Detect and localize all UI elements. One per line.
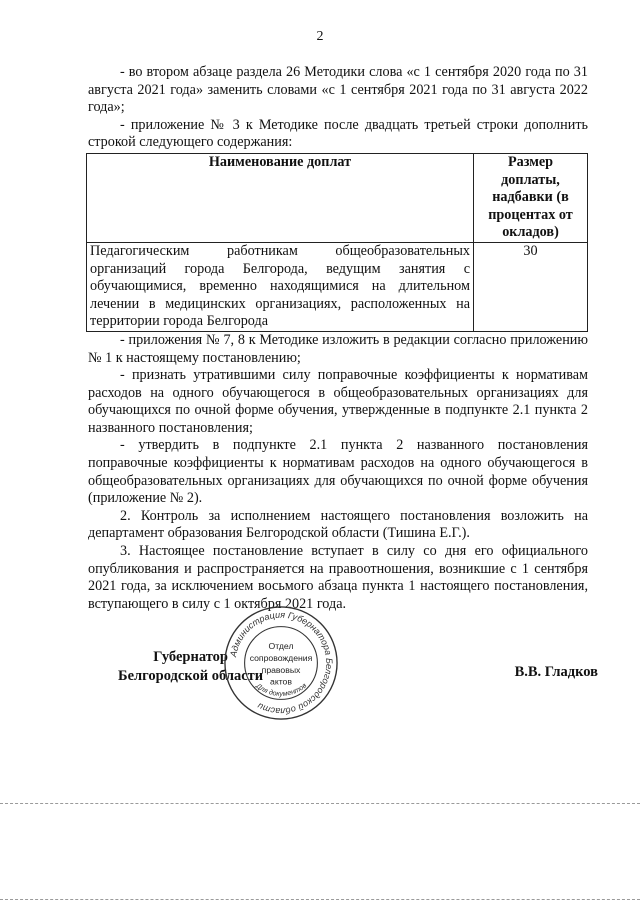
paragraph-body-1: - приложения № 7, 8 к Методике изложить в редакции согласно приложению № 1 к настоящему постановлению; bbox=[88, 331, 588, 366]
paragraph-body-3: - утвердить в подпункте 2.1 пункта 2 названного постановления поправочные коэффициенты к нормативам расходов на одного обучающегося в общеобразовательных организациях для обучающихся по очной форме обучения (приложение № 2). bbox=[88, 437, 588, 507]
paragraph-intro-1: - во втором абзаце раздела 26 Методики слова «с 1 сентября 2020 года по 31 августа 2021 года» заменить словами «с 1 сентября 2021 года по 31 августа 2022 года»; bbox=[88, 64, 588, 116]
paragraph-body-4: 2. Контроль за исполнением настоящего постановления возложить на департамент образования Белгородской области (Тишина Е.Г.). bbox=[88, 507, 588, 542]
table-row bbox=[87, 242, 588, 331]
stamp-center-line-2: сопровождения bbox=[249, 653, 313, 664]
scan-artifact-line bbox=[0, 803, 640, 804]
stamp-ring-text: Администрация Губернатора Белгородской области bbox=[228, 609, 335, 717]
stamp-center-line-3: правовых bbox=[261, 664, 301, 675]
table-header-amount: Размер доплаты, надбавки (в процентах от окладов) bbox=[474, 153, 588, 242]
stamp-center-line-1: Отдел bbox=[268, 641, 294, 652]
stamp-center-line-4: актов bbox=[270, 676, 292, 687]
signatory-title-line-2: Белгородской области bbox=[118, 668, 264, 684]
paragraph-body-5: 3. Настоящее постановление вступает в силу со дня его официального опубликования и распространяется на правоотношения, возникшие с 1 сентября 2021 года, за исключением восьмого абзаца пункта 1 настоящего постановления, вступающего в силу с 1 октября 2021 года. bbox=[88, 543, 588, 612]
paragraph-intro-2: - приложение № 3 к Методике после двадцать третьей строки дополнить строкой следующего содержания: bbox=[88, 116, 588, 151]
signatory-name: В.В. Гладков bbox=[514, 664, 598, 680]
table-header-row bbox=[87, 153, 588, 242]
table-cell-name: Педагогическим работникам общеобразовательных организаций города Белгорода, ведущим занятия с обучающимися, временно находящимися на длительном лечении в медицинских организациях, расположенных на территории города Белгорода bbox=[87, 242, 474, 331]
stamp-bottom-text: Для документов bbox=[254, 681, 309, 698]
table-header-name: Наименование доплат bbox=[87, 153, 474, 242]
page-number: 2 bbox=[316, 29, 324, 44]
table-cell-amount: 30 bbox=[474, 242, 588, 331]
allowance-table bbox=[86, 153, 588, 332]
document-body bbox=[88, 64, 588, 613]
paragraph-body-2: - признать утратившими силу поправочные коэффициенты к нормативам расходов на одного обучающегося в общеобразовательных организациях для обучающихся по очной форме обучения, утвержденные в подпункте 2.1 пункта 2 названного постановления; bbox=[88, 367, 588, 436]
official-stamp bbox=[222, 604, 340, 722]
signatory-title-line-1: Губернатор bbox=[153, 649, 228, 665]
scan-artifact-line bbox=[0, 899, 640, 900]
